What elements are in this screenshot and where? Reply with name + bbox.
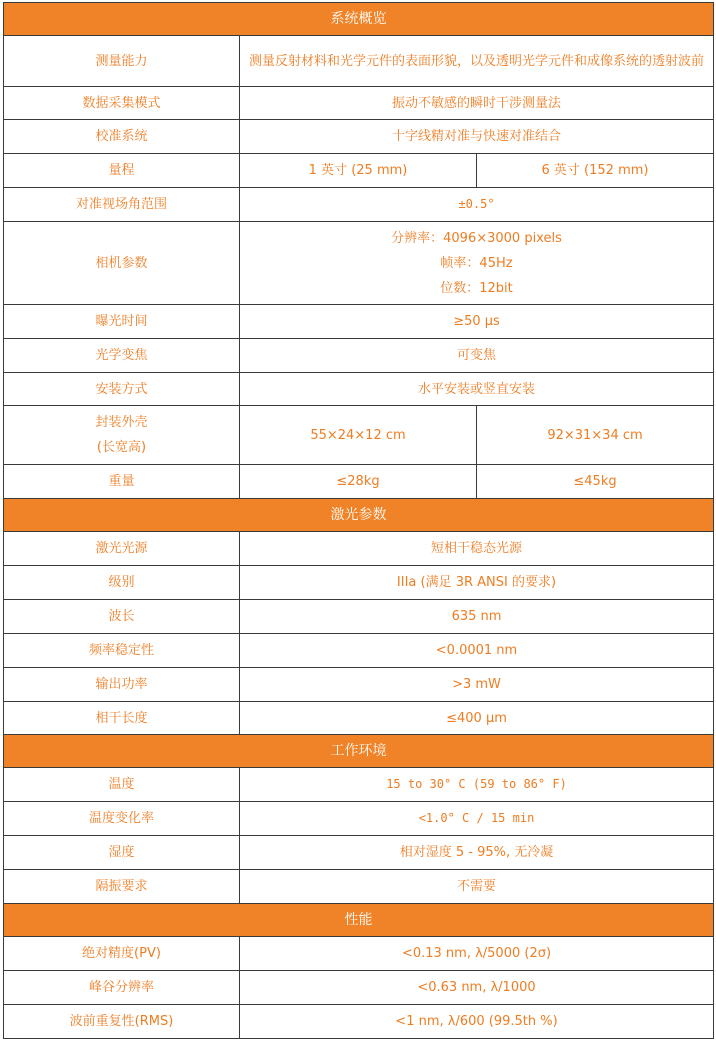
camera-params-cell [240, 222, 714, 305]
spec-row [4, 668, 714, 702]
spec-row [4, 768, 714, 802]
row-value: IIIa (满足 3R ANSI 的要求) [240, 566, 714, 600]
spec-row [4, 870, 714, 904]
spec-row [4, 600, 714, 634]
row-value: ±0.5° [240, 188, 714, 222]
row-value: 水平安装或竖直安装 [240, 373, 714, 406]
row-value: <0.13 nm, λ/5000 (2σ) [240, 937, 714, 971]
spec-table [3, 2, 714, 1039]
row-value: 短相干稳态光源 [240, 532, 714, 566]
spec-row [4, 222, 714, 305]
row-label: 测量能力 [4, 36, 240, 87]
section-header-row [4, 735, 714, 768]
row-label: 输出功率 [4, 668, 240, 702]
camera-resolution: 分辨率：4096×3000 pixels [391, 230, 562, 246]
spec-row [4, 305, 714, 339]
spec-row [4, 634, 714, 668]
row-value: <1.0° C / 15 min [240, 802, 714, 836]
row-label: 温度 [4, 768, 240, 802]
spec-row [4, 937, 714, 971]
row-value: <0.63 nm, λ/1000 [240, 971, 714, 1005]
row-label: 对准视场角范围 [4, 188, 240, 222]
row-value: 不需要 [240, 870, 714, 904]
row-value-b: 92×31×34 cm [477, 406, 714, 465]
row-label: 曝光时间 [4, 305, 240, 339]
spec-row [4, 465, 714, 499]
row-label-line: 封装外壳 [95, 415, 148, 430]
row-label: 量程 [4, 154, 240, 188]
row-value: 振动不敏感的瞬时干涉测量法 [240, 87, 714, 120]
row-label: 峰谷分辨率 [4, 971, 240, 1005]
row-value: 测量反射材料和光学元件的表面形貌，以及透明光学元件和成像系统的透射波前 [240, 36, 714, 87]
row-label: 级别 [4, 566, 240, 600]
row-label: 波长 [4, 600, 240, 634]
row-value: <1 nm, λ/600 (99.5th %) [240, 1005, 714, 1039]
section-title: 激光参数 [4, 499, 714, 532]
section-header-row [4, 499, 714, 532]
row-value: 635 nm [240, 600, 714, 634]
row-label: 校准系统 [4, 120, 240, 154]
row-value-a: 55×24×12 cm [240, 406, 477, 465]
section-title: 工作环境 [4, 735, 714, 768]
row-label: 重量 [4, 465, 240, 499]
row-label: 波前重复性(RMS) [4, 1005, 240, 1039]
spec-row [4, 802, 714, 836]
row-label: 频率稳定性 [4, 634, 240, 668]
row-value: 15 to 30° C (59 to 86° F) [240, 768, 714, 802]
row-label-line: (长宽高) [96, 440, 147, 455]
row-label: 安装方式 [4, 373, 240, 406]
spec-row [4, 373, 714, 406]
row-label: 光学变焦 [4, 339, 240, 373]
row-value: 十字线精对准与快速对准结合 [240, 120, 714, 154]
row-value: ≥50 μs [240, 305, 714, 339]
row-label [4, 406, 240, 465]
row-value: ≤400 μm [240, 702, 714, 735]
section-header-row [4, 904, 714, 937]
spec-row [4, 406, 714, 465]
spec-row [4, 339, 714, 373]
section-title: 性能 [4, 904, 714, 937]
camera-bit-depth: 位数：12bit [440, 280, 513, 296]
spec-row [4, 532, 714, 566]
row-label: 数据采集模式 [4, 87, 240, 120]
spec-row [4, 188, 714, 222]
spec-row [4, 971, 714, 1005]
camera-frame-rate: 帧率：45Hz [440, 255, 513, 271]
row-value: 相对湿度 5 - 95%, 无冷凝 [240, 836, 714, 870]
spec-row [4, 154, 714, 188]
row-label: 隔振要求 [4, 870, 240, 904]
spec-row [4, 702, 714, 735]
row-value: 可变焦 [240, 339, 714, 373]
row-value-a: 1 英寸 (25 mm) [240, 154, 477, 188]
row-value-a: ≤28kg [240, 465, 477, 499]
row-label: 相干长度 [4, 702, 240, 735]
section-header-row [4, 3, 714, 36]
row-label: 温度变化率 [4, 802, 240, 836]
row-label: 湿度 [4, 836, 240, 870]
row-value-b: 6 英寸 (152 mm) [477, 154, 714, 188]
spec-row [4, 566, 714, 600]
spec-row [4, 87, 714, 120]
row-value-b: ≤45kg [477, 465, 714, 499]
row-value: <0.0001 nm [240, 634, 714, 668]
row-value: >3 mW [240, 668, 714, 702]
section-title: 系统概览 [4, 3, 714, 36]
spec-row [4, 1005, 714, 1039]
spec-row [4, 120, 714, 154]
row-label: 绝对精度(PV) [4, 937, 240, 971]
spec-row [4, 36, 714, 87]
row-label: 激光光源 [4, 532, 240, 566]
row-label: 相机参数 [4, 222, 240, 305]
spec-row [4, 836, 714, 870]
